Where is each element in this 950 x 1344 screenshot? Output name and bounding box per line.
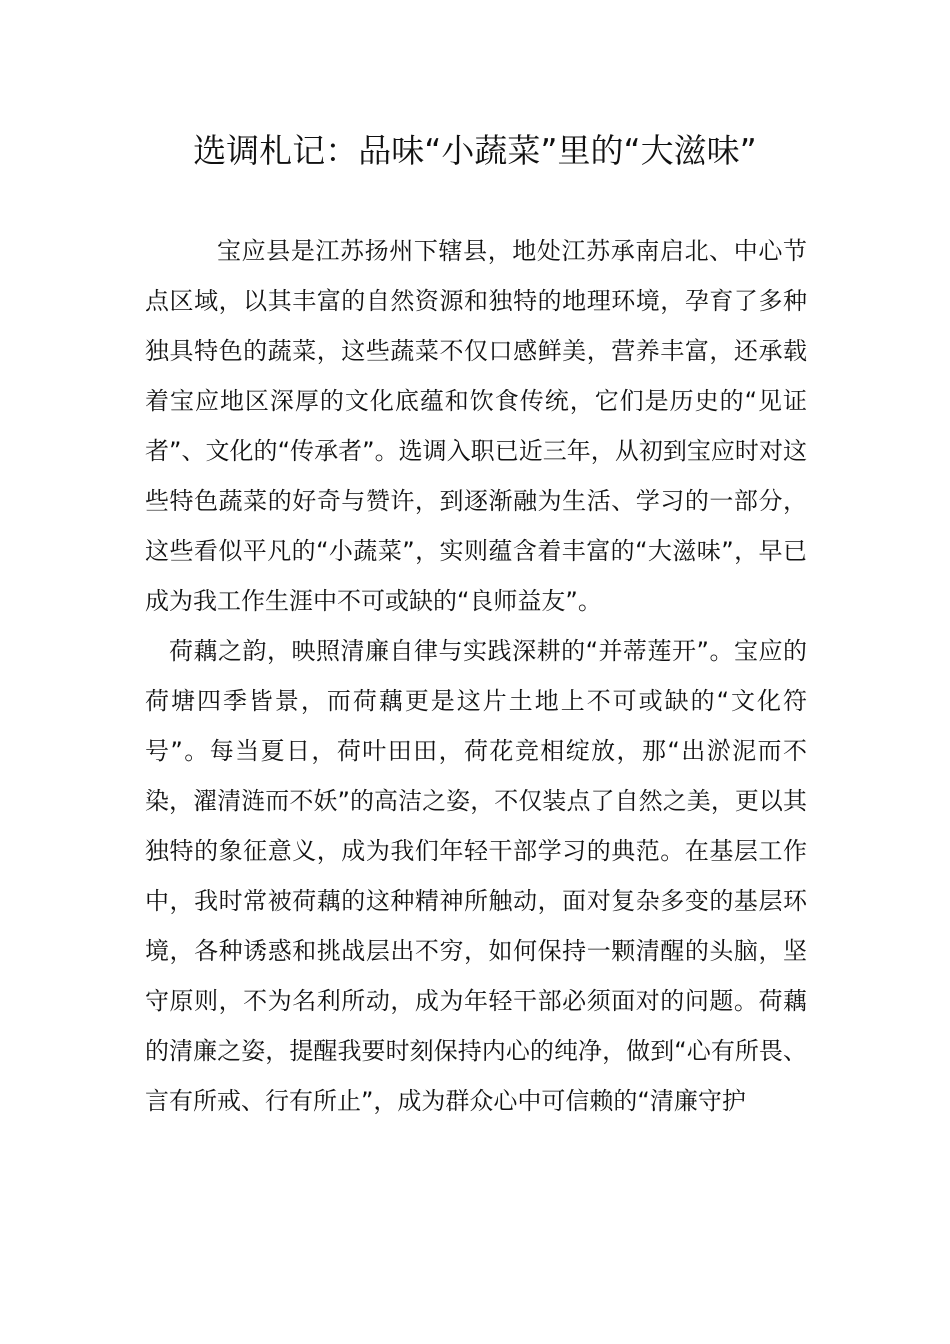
document-body <box>145 226 807 1126</box>
paragraph-lotus-root: 荷藕之韵，映照清廉自律与实践深耕的“并蒂莲开”。宝应的荷塘四季皆景，而荷藕更是这片土地上不可或缺的“文化符号”。每当夏日，荷叶田田，荷花竞相绽放，那“出淤泥而不染，濯清涟而不妖”的高洁之姿，不仅装点了自然之美，更以其独特的象征意义，成为我们年轻干部学习的典范。在基层工作中，我时常被荷藕的这种精神所触动，面对复杂多变的基层环境，各种诱惑和挑战层出不穷，如何保持一颗清醒的头脑，坚守原则，不为名利所动，成为年轻干部必须面对的问题。荷藕的清廉之姿，提醒我要时刻保持内心的纯净，做到“心有所畏、言有所戒、行有所止”，成为群众心中可信赖的“清廉守护 <box>145 637 807 1115</box>
document-title: 选调札记：品味“小蔬菜”里的“大滋味” <box>193 131 757 170</box>
paragraph-intro: 宝应县是江苏扬州下辖县，地处江苏承南启北、中心节点区域，以其丰富的自然资源和独特的地理环境，孕育了多种独具特色的蔬菜，这些蔬菜不仅口感鲜美，营养丰富，还承载着宝应地区深厚的文化底蕴和饮食传统，它们是历史的“见证者”、文化的“传承者”。选调入职已近三年，从初到宝应时对这些特色蔬菜的好奇与赞许，到逐渐融为生活、学习的一部分，这些看似平凡的“小蔬菜”，实则蕴含着丰富的“大滋味”，早已成为我工作生涯中不可或缺的“良师益友”。 <box>145 237 807 615</box>
